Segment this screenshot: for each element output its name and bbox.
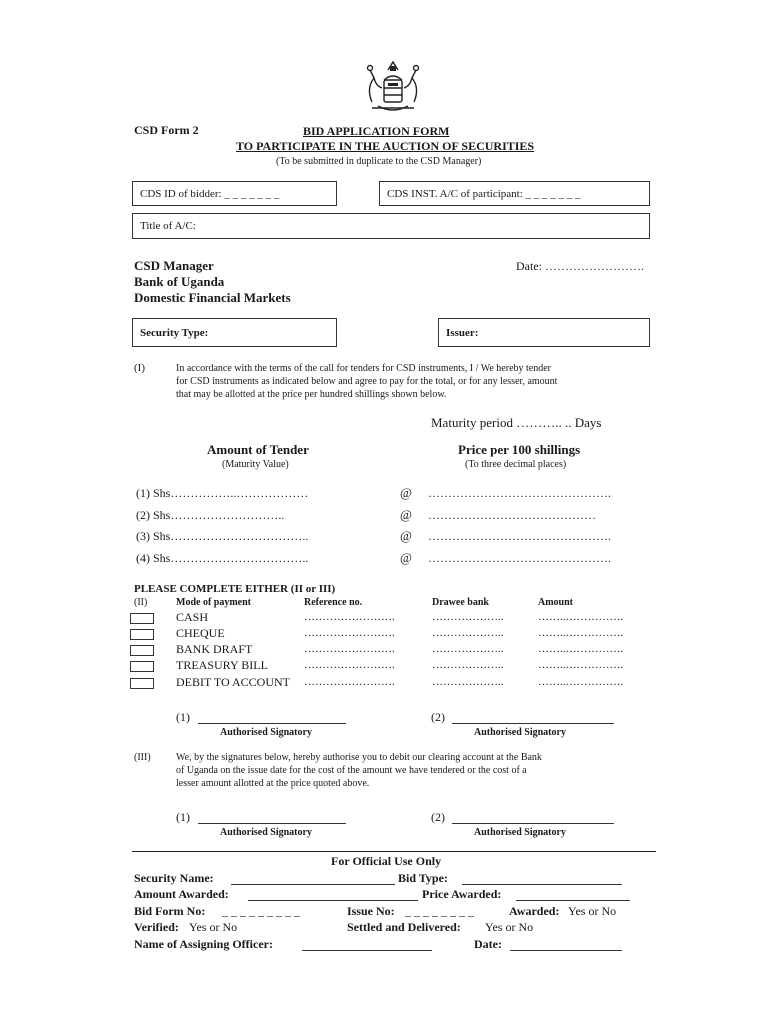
coat-of-arms-emblem — [358, 58, 428, 116]
official-date-label: Date: — [474, 937, 502, 951]
tender-row-4-amount[interactable]: (4) Shs…………………………….. — [136, 551, 309, 565]
section-iii-text-1: We, by the signatures below, hereby authorise you to debit our clearing account at the Bank — [176, 752, 542, 763]
section-i-text-3: that may be allotted at the price per hundred shillings shown below. — [176, 389, 447, 400]
col-reference-no: Reference no. — [304, 597, 363, 608]
price-sub: (To three decimal places) — [465, 459, 567, 470]
section-iii-text-3: lesser amount allotted at the price quoted above. — [176, 778, 370, 789]
maturity-period[interactable]: Maturity period ……….. .. Days — [431, 415, 602, 430]
signature-iii-2-number: (2) — [431, 810, 445, 824]
section-iii-number: (III) — [134, 752, 151, 763]
tender-row-3-price[interactable]: ………………………………………. — [428, 529, 611, 543]
payment-mode-cash: CASH — [176, 610, 209, 624]
payment-ref[interactable]: ……………………. — [304, 643, 395, 655]
tender-row-2-amount[interactable]: (2) Shs……………………….. — [136, 508, 285, 522]
signature-ii-2-label: Authorised Signatory — [474, 727, 566, 738]
title-ac-field[interactable] — [132, 213, 650, 239]
payment-ref[interactable]: ……………………. — [304, 659, 395, 671]
signature-ii-2-line[interactable] — [452, 723, 614, 724]
at-icon: @ — [400, 485, 412, 500]
form-title-line-2: TO PARTICIPATE IN THE AUCTION OF SECURITIES — [236, 139, 535, 153]
at-icon: @ — [400, 507, 412, 522]
tender-row-3-amount[interactable]: (3) Shs…………………………….. — [136, 529, 309, 543]
official-date-field[interactable] — [510, 950, 622, 951]
form-title: BID APPLICATION FORM — [303, 124, 450, 138]
issue-no-label: Issue No: — [347, 904, 395, 918]
payment-mode-debit: DEBIT TO ACCOUNT — [176, 675, 291, 689]
price-awarded-label: Price Awarded: — [422, 887, 502, 901]
signature-iii-2-label: Authorised Signatory — [474, 827, 566, 838]
price-awarded-field[interactable] — [516, 900, 630, 901]
payment-mode-treasury-bill: TREASURY BILL — [176, 658, 268, 672]
form-number: CSD Form 2 — [134, 123, 199, 137]
bid-type-field[interactable] — [462, 884, 622, 885]
awarded-value[interactable]: Yes or No — [568, 904, 617, 918]
signature-iii-2-line[interactable] — [452, 823, 614, 824]
security-type-field[interactable] — [132, 318, 337, 347]
section-i-number: (I) — [134, 362, 145, 374]
price-heading: Price per 100 shillings — [458, 442, 581, 457]
signature-ii-1-line[interactable] — [198, 723, 346, 724]
payment-amount[interactable]: ……..……………. — [538, 611, 624, 623]
address-line-1: CSD Manager — [134, 258, 214, 273]
awarded-label: Awarded: — [509, 904, 560, 918]
at-icon: @ — [400, 550, 412, 565]
col-drawee-bank: Drawee bank — [432, 597, 489, 608]
section-i-text-1: In accordance with the terms of the call for tenders for CSD instruments, I / We hereby tender — [176, 363, 551, 374]
security-name-label: Security Name: — [134, 871, 214, 885]
settled-label: Settled and Delivered: — [347, 920, 461, 934]
payment-heading: PLEASE COMPLETE EITHER (II or III) — [134, 583, 336, 595]
bid-form-no-field[interactable]: _ _ _ _ _ _ _ _ _ — [222, 904, 300, 918]
signature-iii-1-label: Authorised Signatory — [220, 827, 312, 838]
tender-row-4-price[interactable]: ………………………………………. — [428, 551, 611, 565]
signature-ii-1-number: (1) — [176, 710, 190, 724]
payment-ref[interactable]: ……………………. — [304, 627, 395, 639]
at-icon: @ — [400, 528, 412, 543]
payment-drawee[interactable]: ……………….. — [432, 627, 504, 639]
cds-inst-label: CDS INST. A/C of participant: _ _ _ _ _ _ _ — [387, 187, 581, 200]
form-subtitle: (To be submitted in duplicate to the CSD Manager) — [276, 156, 482, 167]
amount-awarded-label: Amount Awarded: — [134, 887, 229, 901]
signature-iii-1-line[interactable] — [198, 823, 346, 824]
signature-iii-1-number: (1) — [176, 810, 190, 824]
payment-mode-bank-draft: BANK DRAFT — [176, 642, 253, 656]
payment-drawee[interactable]: ……………….. — [432, 611, 504, 623]
payment-amount[interactable]: ……..……………. — [538, 659, 624, 671]
verified-label: Verified: — [134, 920, 179, 934]
bid-type-label: Bid Type: — [398, 871, 448, 885]
cash-checkbox[interactable] — [130, 613, 154, 624]
amount-of-tender-sub: (Maturity Value) — [222, 459, 289, 470]
signature-ii-1-label: Authorised Signatory — [220, 727, 312, 738]
address-line-3: Domestic Financial Markets — [134, 290, 291, 305]
address-line-2: Bank of Uganda — [134, 274, 225, 289]
cheque-checkbox[interactable] — [130, 629, 154, 640]
settled-value[interactable]: Yes or No — [485, 920, 534, 934]
section-iii-text-2: of Uganda on the issue date for the cost of the amount we have tendered or the cost of a — [176, 765, 527, 776]
payment-amount[interactable]: ……..……………. — [538, 643, 624, 655]
amount-awarded-field[interactable] — [248, 900, 418, 901]
payment-amount[interactable]: ……..……………. — [538, 627, 624, 639]
bid-form-no-label: Bid Form No: — [134, 904, 206, 918]
tender-row-2-price[interactable]: …………………………………… — [428, 508, 596, 522]
payment-ref[interactable]: ……………………. — [304, 611, 395, 623]
payment-mode-cheque: CHEQUE — [176, 626, 225, 640]
official-heading: For Official Use Only — [331, 854, 442, 868]
payment-drawee[interactable]: ……………….. — [432, 659, 504, 671]
section-ii-number: (II) — [134, 597, 148, 608]
amount-of-tender-heading: Amount of Tender — [207, 442, 309, 457]
tender-row-1-amount[interactable]: (1) Shs……………..……………… — [136, 486, 309, 500]
tender-row-1-price[interactable]: ………………………………………. — [428, 486, 611, 500]
payment-drawee[interactable]: ……………….. — [432, 643, 504, 655]
col-amount: Amount — [538, 597, 574, 608]
title-ac-label: Title of A/C: — [140, 220, 196, 232]
security-type-label: Security Type: — [140, 326, 209, 339]
payment-amount[interactable]: ……..……………. — [538, 676, 624, 688]
payment-drawee[interactable]: ……………….. — [432, 676, 504, 688]
issuer-field[interactable] — [438, 318, 650, 347]
cds-id-field[interactable] — [132, 181, 337, 206]
signature-ii-2-number: (2) — [431, 710, 445, 724]
cds-id-label: CDS ID of bidder: _ _ _ _ _ _ _ — [140, 187, 280, 200]
section-i-text-2: for CSD instruments as indicated below and agree to pay for the total, or for any lesser, amount — [176, 376, 558, 387]
payment-ref[interactable]: ……………………. — [304, 676, 395, 688]
assigning-officer-label: Name of Assigning Officer: — [134, 937, 273, 951]
debit-to-account-checkbox[interactable] — [130, 678, 154, 689]
date-field[interactable]: Date: ……………………. — [516, 259, 644, 273]
official-divider — [132, 851, 656, 852]
security-name-field[interactable] — [231, 884, 395, 885]
bank-draft-checkbox[interactable] — [130, 645, 154, 656]
cds-inst-field[interactable] — [379, 181, 650, 206]
treasury-bill-checkbox[interactable] — [130, 661, 154, 672]
issuer-label: Issuer: — [446, 326, 479, 339]
col-mode-of-payment: Mode of payment — [176, 597, 251, 608]
issue-no-field[interactable]: _ _ _ _ _ _ _ _ — [405, 904, 474, 918]
verified-value[interactable]: Yes or No — [189, 920, 238, 934]
assigning-officer-field[interactable] — [302, 950, 432, 951]
